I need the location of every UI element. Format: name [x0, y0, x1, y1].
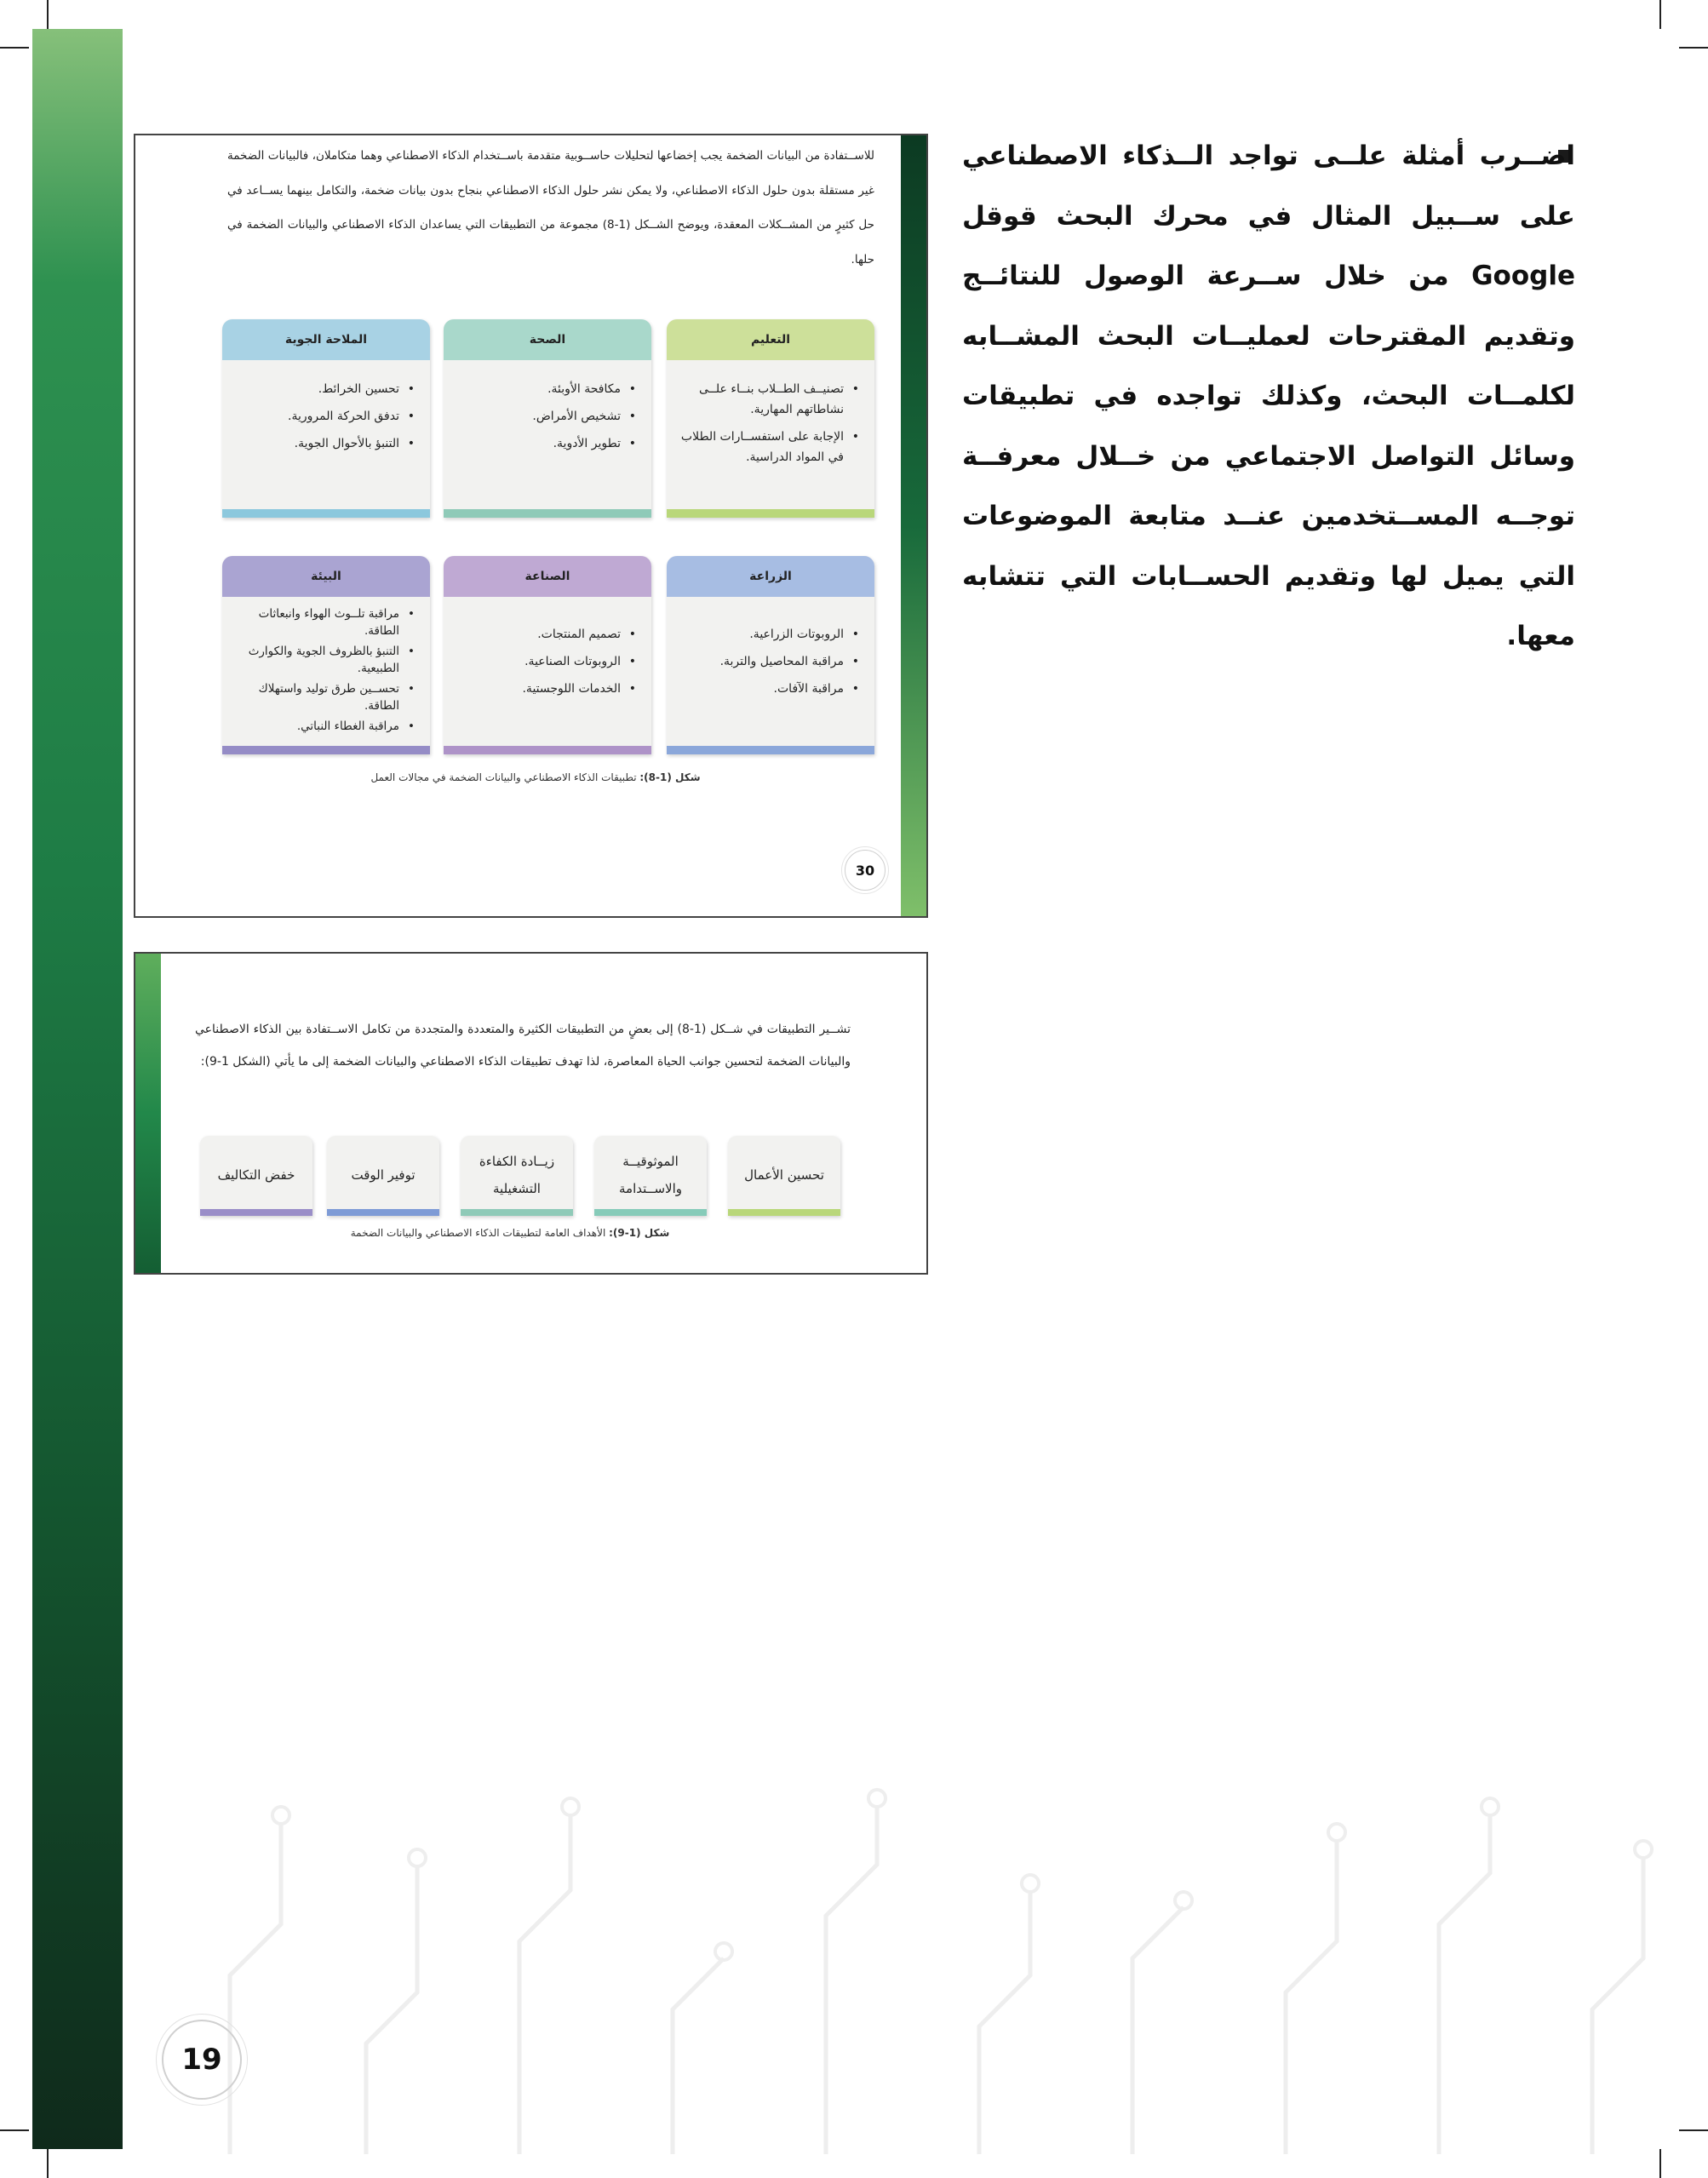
card-title: الزراعة	[667, 556, 874, 597]
card-list	[667, 360, 874, 467]
slide-goals	[134, 952, 928, 1275]
card-list	[667, 597, 874, 699]
list-item: • التنبؤ بالأحوال الجوية.	[231, 433, 416, 454]
caption-text: تطبيقات الذكاء الاصطناعي والبيانات الضخمة في مجالات العمل	[370, 771, 640, 783]
card-footer-bar	[667, 746, 874, 754]
goal-footer-bar	[200, 1209, 312, 1216]
card-title: البيئة	[222, 556, 430, 597]
slide-applications	[134, 134, 928, 918]
slide2-intro-text: تشــير التطبيقات في شــكل (1-8) إلى بعضٍ من التطبيقات الكثيرة والمتعددة والمتجددة من تكامل الاســتفادة بين الذكاء الاصطناعي والبيانات الضخمة لتحسين جوانب الحياة المعاصرة، لذا تهدف تطبيقات الذكاء الاصطناعي والبيانات الضخمة إلى ما يأتي (الشكل 1-9):	[195, 1023, 851, 1069]
goal-label: تحسين الأعمال	[744, 1167, 824, 1183]
card-health	[444, 319, 651, 518]
list-item: • تصنيــف الطــلاب بنــاء علــى نشاطاتهم المهارية.	[675, 379, 861, 420]
card-footer-bar	[222, 746, 430, 754]
goal-box-sustainability	[594, 1136, 707, 1216]
figure-caption	[306, 771, 765, 783]
list-item: • الخدمات اللوجستية.	[452, 679, 638, 699]
card-list	[222, 360, 430, 454]
goal-box-time	[327, 1136, 439, 1216]
card-title: الملاحة الجوية	[222, 319, 430, 360]
caption-label: شكل (1-8):	[639, 771, 701, 783]
list-item: • الروبوتات الزراعية.	[675, 624, 861, 645]
list-item: • تصميم المنتجات.	[452, 624, 638, 645]
card-title: التعليم	[667, 319, 874, 360]
goal-label: الموثوقيــة والاســتدامة	[619, 1154, 682, 1196]
list-item: • مراقبة الآفات.	[675, 679, 861, 699]
slide1-intro-text: للاســتفادة من البيانات الضخمة يجب إخضاعها لتحليلات حاســوبية متقدمة باســتخدام الذكاء الاصطناعي وهما متكاملان، فالبيانات الضخمة غير مستقلة بدون حلول الذكاء الاصطناعي، ولا يمكن نشر حلول الذكاء الاصطناعي بنجاح بدون بيانات ضخمة، والتكامل بينهما يســاعد في حل كثيرٍ من المشــكلات المعقدة، ويوضح الشــكل (1-8) مجموعة من التطبيقات التي يساعدان الذكاء الاصطناعي والبيانات الضخمة في حلها.	[227, 149, 874, 267]
crop-mark	[0, 47, 29, 49]
goal-box-cost	[200, 1136, 312, 1216]
question-text: اضــرب أمثلة علــى تواجد الــذكاء الاصطناعي على ســبيل المثال في محرك البحث قوقل Google من خلال ســرعة الوصول للنتائــج وتقديم المقترحات لعمليــات البحث المشــابه لكلمــات البحث، وكذلك تواجده في تطبيقات وسائل التواصل الاجتماعي من خــلال معرفــة توجــه المســتخدمين عنــد متابعة الموضوعات التي يميل لها وتقديم الحســابات التي تتشابه معها.	[962, 140, 1575, 651]
crop-mark	[47, 2149, 49, 2178]
page-number: 19	[162, 2020, 242, 2100]
list-item: • تدفق الحركة المرورية.	[231, 406, 416, 427]
list-item: • مراقبة المحاصيل والتربة.	[675, 651, 861, 672]
card-aviation	[222, 319, 430, 518]
goal-footer-bar	[594, 1209, 707, 1216]
list-item: • تحسين الخرائط.	[231, 379, 416, 399]
caption-label: شكل (1-9):	[609, 1227, 670, 1239]
slide-number: 30	[845, 850, 886, 891]
circuit-background-pattern	[128, 1788, 1677, 2154]
goal-box-business	[728, 1136, 840, 1216]
list-item: • تحســين طرق توليد واستهلاك الطاقة.	[231, 680, 416, 714]
list-item: • الروبوتات الصناعية.	[452, 651, 638, 672]
card-footer-bar	[444, 746, 651, 754]
card-footer-bar	[444, 509, 651, 518]
slide-side-stripe	[135, 954, 161, 1273]
card-footer-bar	[222, 509, 430, 518]
crop-mark	[1679, 2129, 1708, 2131]
goal-footer-bar	[327, 1209, 439, 1216]
goal-label: توفير الوقت	[351, 1167, 416, 1183]
goal-label: زيــادة الكفاءة التشغيلية	[479, 1154, 555, 1196]
list-item: • تشخيص الأمراض.	[452, 406, 638, 427]
side-gradient-bar	[32, 29, 123, 2149]
slide-side-stripe	[901, 135, 926, 916]
caption-text: الأهداف العامة لتطبيقات الذكاء الاصطناعي والبيانات الضخمة	[350, 1227, 610, 1239]
list-item: • مراقبة الغطاء النباتي.	[231, 718, 416, 735]
list-item: • مكافحة الأوبئة.	[452, 379, 638, 399]
list-item: • الإجابة على استفســارات الطلاب في المواد الدراسية.	[675, 427, 861, 467]
figure-caption	[289, 1227, 731, 1239]
crop-mark	[47, 0, 49, 29]
list-item: • التنبؤ بالظروف الجوية والكوارث الطبيعية.	[231, 643, 416, 677]
card-education	[667, 319, 874, 518]
list-item: • مراقبة تلــوث الهواء وانبعاثات الطاقة.	[231, 605, 416, 639]
card-title: الصناعة	[444, 556, 651, 597]
card-list	[444, 360, 651, 454]
card-environment	[222, 556, 430, 754]
card-industry	[444, 556, 651, 754]
card-list	[444, 597, 651, 699]
card-agriculture	[667, 556, 874, 754]
card-footer-bar	[667, 509, 874, 518]
list-item: • تطوير الأدوية.	[452, 433, 638, 454]
goal-footer-bar	[461, 1209, 573, 1216]
crop-mark	[1679, 47, 1708, 49]
crop-mark	[0, 2129, 29, 2131]
goal-box-efficiency	[461, 1136, 573, 1216]
goal-footer-bar	[728, 1209, 840, 1216]
crop-mark	[1659, 0, 1661, 29]
card-list	[222, 597, 430, 735]
goal-label: خفض التكاليف	[217, 1167, 295, 1183]
card-title: الصحة	[444, 319, 651, 360]
